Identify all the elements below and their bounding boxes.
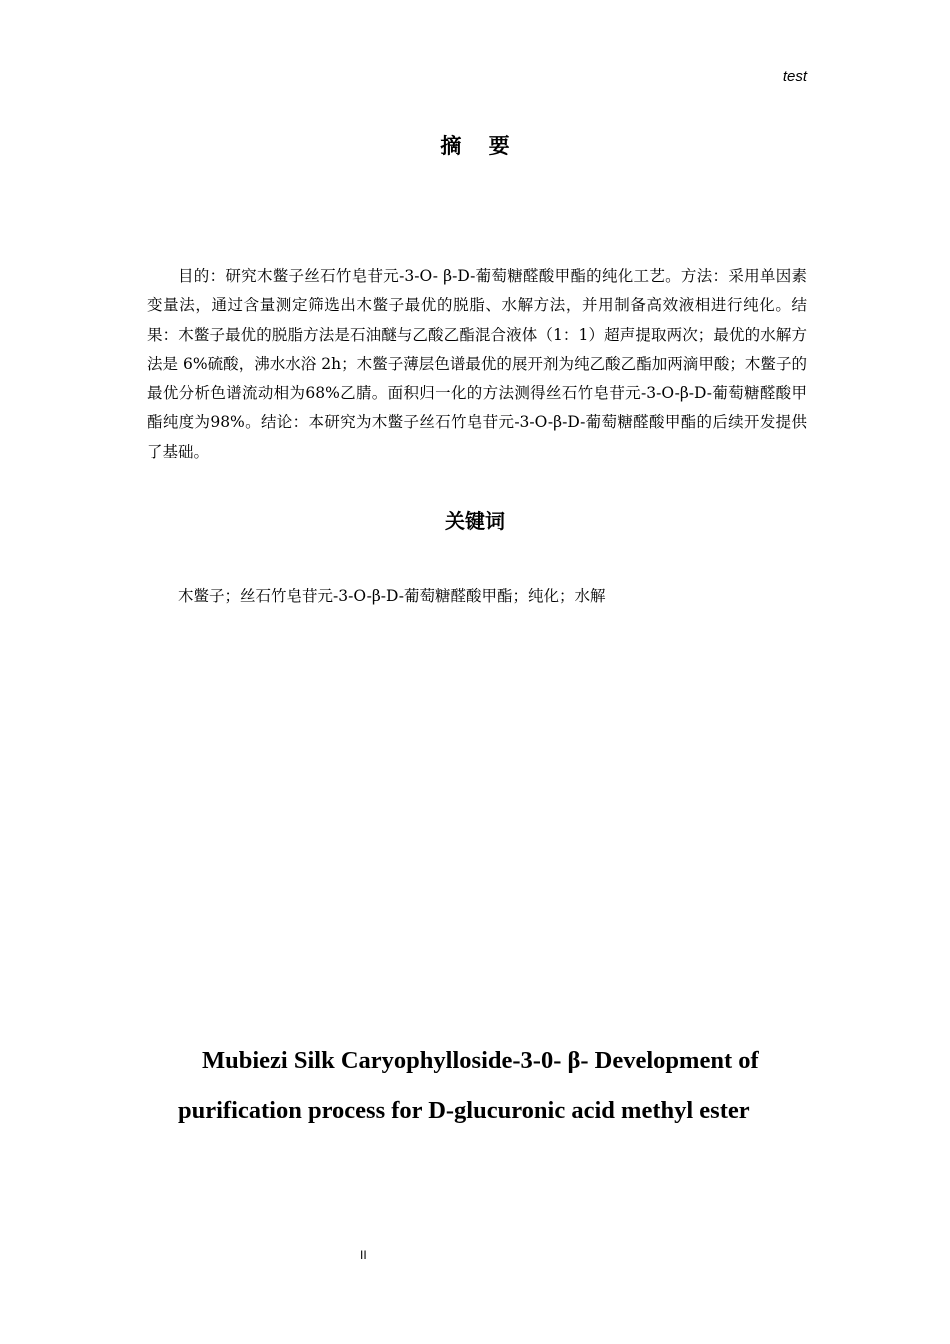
abstract-objective-text: 研究木鳖子丝石竹皂苷元-3-O- β-D-葡萄糖醛酸甲酯的纯化工艺。: [225, 267, 681, 285]
english-title-line-2: purification process for D-glucuronic acid methyl ester: [178, 1097, 750, 1124]
abstract-conclusion-label: 结论：: [260, 413, 309, 432]
abstract-results-label: 结果：: [147, 296, 807, 344]
english-title: [147, 1036, 807, 1136]
running-header: test: [782, 68, 807, 85]
abstract-paragraph: [147, 262, 807, 467]
page-number: II: [360, 1248, 367, 1262]
abstract-heading: 摘 要: [440, 134, 520, 158]
abstract-methods-text: 采用单因素变量法，通过含量测定筛选出木鳖子最优的脱脂、水解方法，并用制备高效液相进行纯化。: [147, 267, 807, 315]
abstract-objective-label: 目的：: [178, 267, 226, 285]
keywords-heading: 关键词: [445, 509, 505, 533]
abstract-results-text: 木鳖子最优的脱脂方法是石油醚与乙酸乙酯混合液体（1：1）超声提取两次；最优的水解方法是 6%硫酸，沸水水浴 2h；木鳖子薄层色谱最优的展开剂为纯乙酸乙酯加两滴甲酸；木鳖子的最优分析色谱流动相为68%乙腈。面积归一化的方法测得丝石竹皂苷元-3-O-β-D-葡萄糖醛酸甲酯纯度为98%。: [147, 325, 807, 432]
english-title-line-1: Mubiezi Silk Caryophylloside-3-0- β- Development of: [202, 1047, 759, 1074]
keywords-list: 木鳖子；丝石竹皂苷元-3-O-β-D-葡萄糖醛酸甲酯；纯化；水解: [178, 587, 606, 605]
abstract-methods-label: 方法：: [680, 267, 729, 285]
abstract-conclusion-text: 本研究为木鳖子丝石竹皂苷元-3-O-β-D-葡萄糖醛酸甲酯的后续开发提供了基础。: [147, 413, 807, 461]
